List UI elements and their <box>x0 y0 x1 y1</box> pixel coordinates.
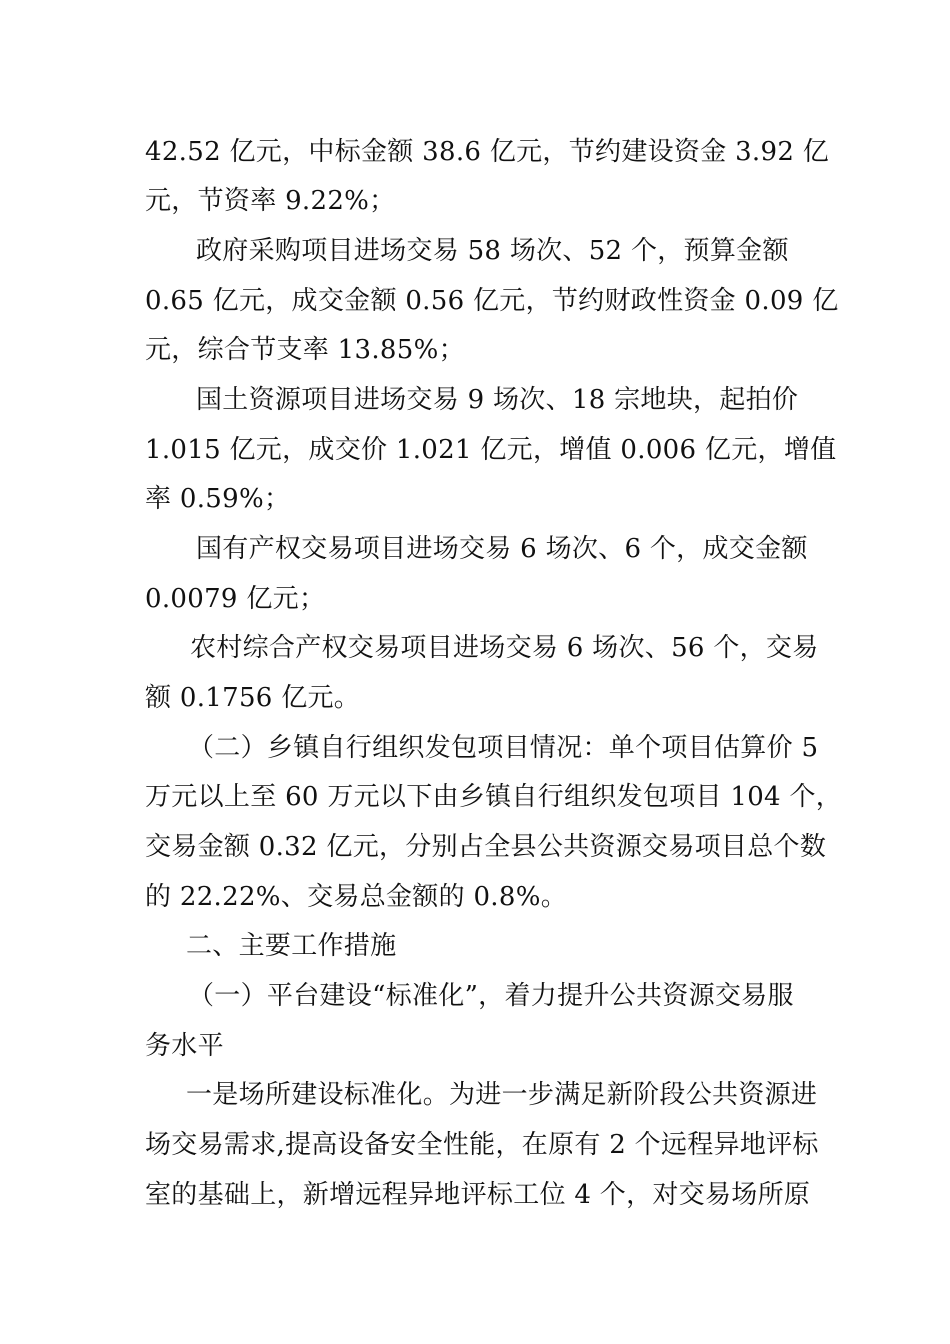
section-heading: 二、主要工作措施 <box>186 931 397 961</box>
text-line: 万元以上至 60 万元以下由乡镇自行组织发包项目 104 个， <box>145 782 843 812</box>
text-line: 1.015 亿元，成交价 1.021 亿元，增值 0.006 亿元，增值 <box>145 435 837 465</box>
text-line: 额 0.1756 亿元。 <box>145 683 361 713</box>
text-line: 室的基础上，新增远程异地评标工位 4 个，对交易场所原 <box>145 1180 811 1210</box>
text-line: 0.0079 亿元； <box>145 584 326 614</box>
paragraph-start-line: 国土资源项目进场交易 9 场次、18 宗地块，起拍价 <box>196 385 799 415</box>
text-line: 0.65 亿元，成交金额 0.56 亿元，节约财政性资金 0.09 亿 <box>145 286 839 316</box>
text-line: 元，节资率 9.22%； <box>145 186 396 216</box>
text-line: 场交易需求,提高设备安全性能，在原有 2 个远程异地评标 <box>145 1130 819 1160</box>
paragraph-start-line: 一是场所建设标准化。为进一步满足新阶段公共资源进 <box>186 1080 818 1110</box>
text-line: 元，综合节支率 13.85%； <box>145 335 465 365</box>
subsection-heading-continued: 务水平 <box>145 1031 224 1061</box>
text-line: 的 22.22%、交易总金额的 0.8%。 <box>145 882 568 912</box>
text-line: 率 0.59%； <box>145 484 291 514</box>
text-line: 42.52 亿元，中标金额 38.6 亿元，节约建设资金 3.92 亿 <box>145 137 830 167</box>
text-line: 交易金额 0.32 亿元，分别占全县公共资源交易项目总个数 <box>145 832 827 862</box>
subsection-heading: （一）平台建设“标准化”，着力提升公共资源交易服 <box>188 981 794 1011</box>
paragraph-start-line: 政府采购项目进场交易 58 场次、52 个，预算金额 <box>196 236 789 266</box>
paragraph-start-line: 国有产权交易项目进场交易 6 场次、6 个，成交金额 <box>196 534 808 564</box>
paragraph-start-line: 农村综合产权交易项目进场交易 6 场次、56 个，交易 <box>190 633 819 663</box>
paragraph-start-line: （二）乡镇自行组织发包项目情况：单个项目估算价 5 <box>188 733 819 763</box>
